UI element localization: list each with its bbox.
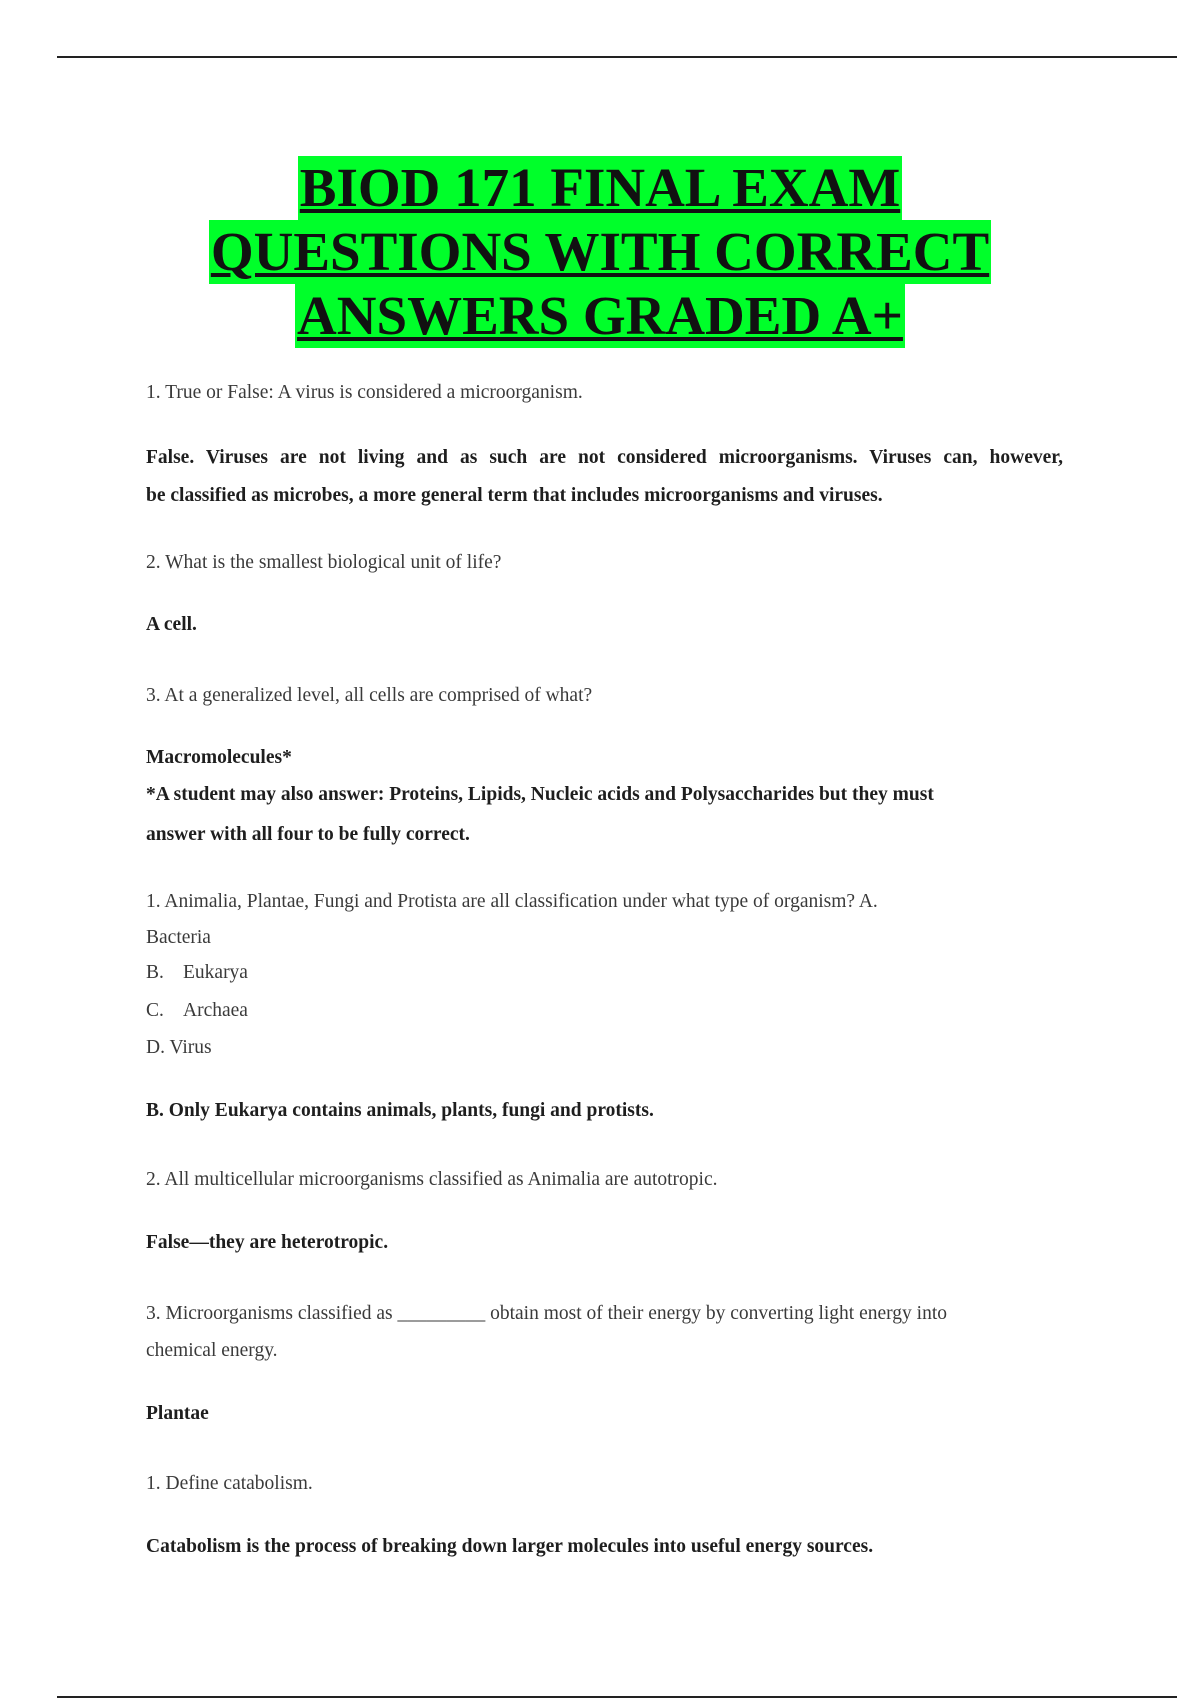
answer-1-line-1: False. Viruses are not living and as such are not considered microorganisms. Viruses can, however,: [146, 447, 1063, 468]
option-b: [146, 961, 248, 985]
question-5: 2. All multicellular microorganisms classified as Animalia are autotropic.: [146, 1169, 718, 1190]
question-7: 1. Define catabolism.: [146, 1473, 313, 1494]
title-line-2: QUESTIONS WITH CORRECT: [210, 221, 990, 282]
answer-3-line-1: Macromolecules*: [146, 747, 292, 768]
answer-6: Plantae: [146, 1403, 209, 1424]
footer-rule: [57, 1696, 1177, 1698]
title-line-3: ANSWERS GRADED A+: [297, 285, 903, 346]
option-c-letter: C.: [146, 1000, 164, 1021]
option-c-text: Archaea: [183, 1000, 248, 1021]
question-4-line-2: Bacteria: [146, 927, 211, 948]
answer-2: A cell.: [146, 614, 197, 635]
question-6-line-2: chemical energy.: [146, 1340, 278, 1361]
answer-7: Catabolism is the process of breaking down larger molecules into useful energy sources.: [146, 1536, 874, 1557]
question-2: 2. What is the smallest biological unit of life?: [146, 552, 502, 573]
document-title: [0, 156, 1200, 348]
question-1: 1. True or False: A virus is considered a microorganism.: [146, 382, 583, 403]
option-d: D. Virus: [146, 1037, 212, 1058]
option-c: [146, 999, 248, 1023]
header-rule: [57, 56, 1177, 58]
question-3: 3. At a generalized level, all cells are comprised of what?: [146, 685, 593, 706]
answer-3-line-3: answer with all four to be fully correct.: [146, 824, 470, 845]
answer-1-line-2: be classified as microbes, a more general term that includes microorganisms and viruses.: [146, 485, 883, 506]
option-b-text: Eukarya: [183, 962, 248, 983]
answer-5: False—they are heterotropic.: [146, 1232, 389, 1253]
title-line-1: BIOD 171 FINAL EXAM: [299, 157, 901, 218]
question-6-line-1: 3. Microorganisms classified as _________ obtain most of their energy by converting light energy into: [146, 1303, 947, 1324]
answer-3-line-2: *A student may also answer: Proteins, Lipids, Nucleic acids and Polysaccharides but they must: [146, 784, 934, 805]
answer-4: B. Only Eukarya contains animals, plants, fungi and protists.: [146, 1100, 654, 1121]
question-4-line-1: 1. Animalia, Plantae, Fungi and Protista are all classification under what type of organism? A.: [146, 891, 878, 912]
option-b-letter: B.: [146, 962, 164, 983]
